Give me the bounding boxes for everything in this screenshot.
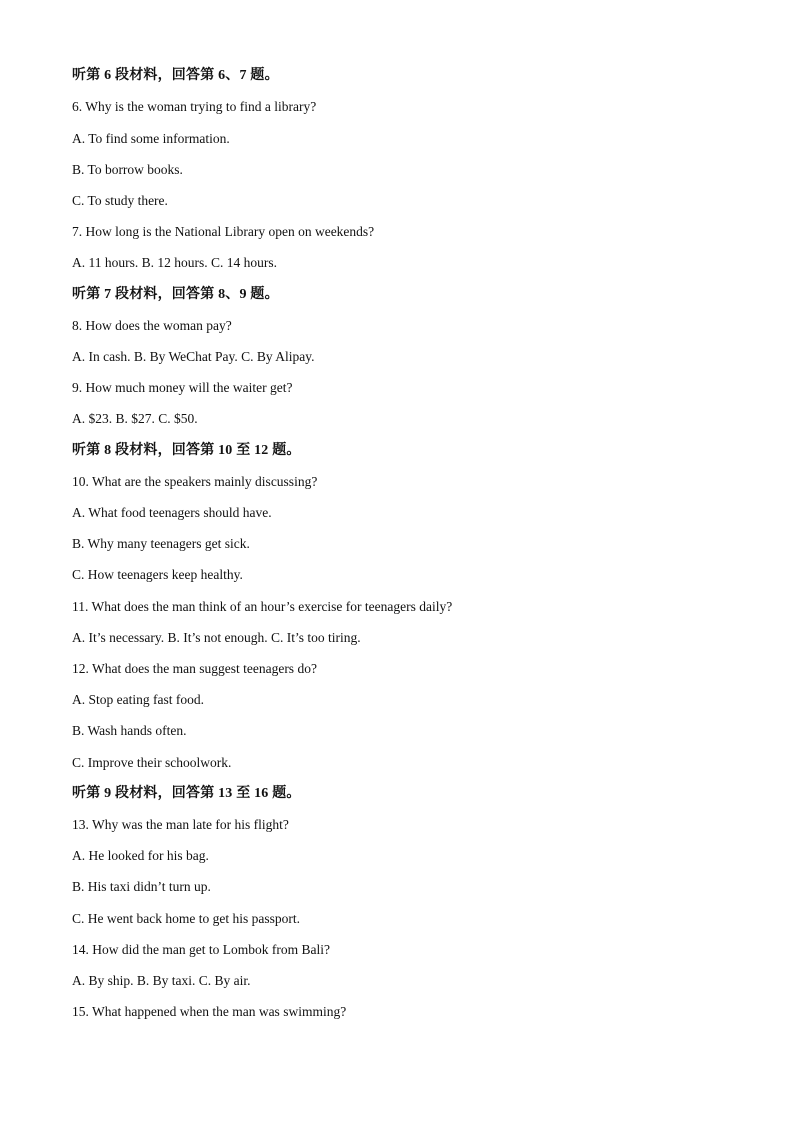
question-11: 11. What does the man think of an hour’s exercise for teenagers daily? (72, 599, 453, 614)
option-13a: A. He looked for his bag. (72, 848, 209, 863)
option-10b: B. Why many teenagers get sick. (72, 536, 250, 551)
section-heading-7: 听第 7 段材料，回答第 8、9 题。 (72, 287, 279, 302)
section-heading-8: 听第 8 段材料，回答第 10 至 12 题。 (72, 443, 301, 458)
option-13c: C. He went back home to get his passport. (72, 911, 300, 926)
options-11: A. It’s necessary. B. It’s not enough. C. It’s too tiring. (72, 630, 361, 645)
question-14: 14. How did the man get to Lombok from Bali? (72, 942, 330, 957)
option-10a: A. What food teenagers should have. (72, 505, 272, 520)
option-12a: A. Stop eating fast food. (72, 692, 204, 707)
option-6c: C. To study there. (72, 193, 168, 208)
question-6: 6. Why is the woman trying to find a library? (72, 99, 317, 114)
option-12c: C. Improve their schoolwork. (72, 755, 232, 770)
question-13: 13. Why was the man late for his flight? (72, 817, 289, 832)
question-10: 10. What are the speakers mainly discussing? (72, 474, 318, 489)
question-12: 12. What does the man suggest teenagers do? (72, 661, 317, 676)
section-heading-6: 听第 6 段材料，回答第 6、7 题。 (72, 68, 279, 83)
option-10c: C. How teenagers keep healthy. (72, 567, 243, 582)
question-7: 7. How long is the National Library open on weekends? (72, 224, 375, 239)
option-12b: B. Wash hands often. (72, 723, 187, 738)
option-6b: B. To borrow books. (72, 162, 183, 177)
options-9: A. $23. B. $27. C. $50. (72, 411, 198, 426)
question-9: 9. How much money will the waiter get? (72, 380, 293, 395)
options-8: A. In cash. B. By WeChat Pay. C. By Alipay. (72, 349, 315, 364)
question-15: 15. What happened when the man was swimming? (72, 1004, 347, 1019)
option-6a: A. To find some information. (72, 131, 230, 146)
question-8: 8. How does the woman pay? (72, 318, 232, 333)
options-14: A. By ship. B. By taxi. C. By air. (72, 973, 251, 988)
option-13b: B. His taxi didn’t turn up. (72, 879, 211, 894)
section-heading-9: 听第 9 段材料，回答第 13 至 16 题。 (72, 786, 301, 801)
options-7: A. 11 hours. B. 12 hours. C. 14 hours. (72, 255, 278, 270)
